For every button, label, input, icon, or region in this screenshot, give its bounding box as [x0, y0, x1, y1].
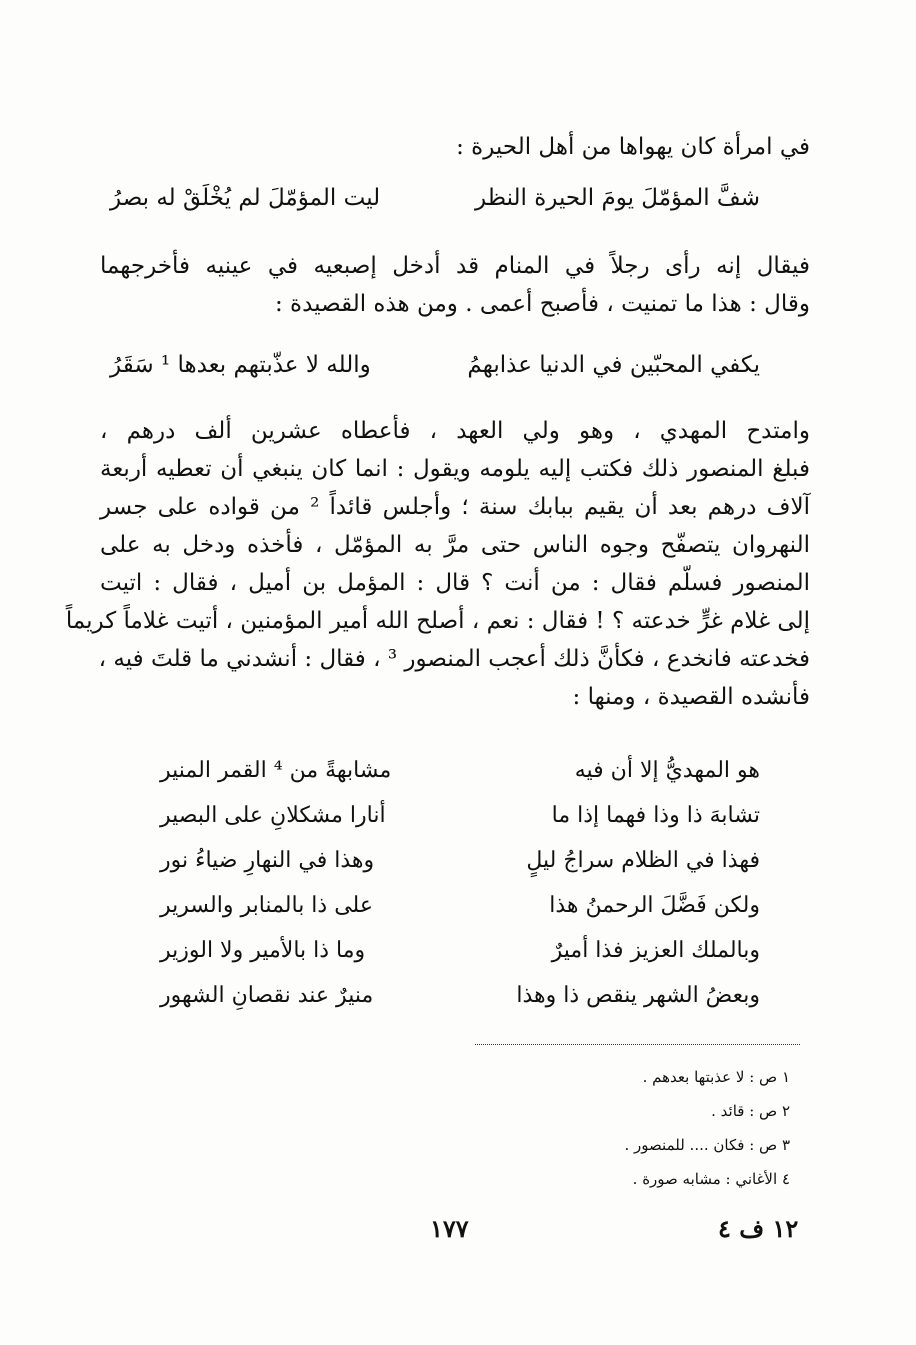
verse-hemistich-right: هو المهديُّ إلا أن فيه — [574, 758, 760, 783]
paragraph-2 — [65, 412, 810, 716]
verse-hemistich-right: شفَّ المؤمّلَ يومَ الحيرة النظر — [475, 185, 760, 211]
verse-hemistich-right: يكفي المحبّين في الدنيا عذابهمُ — [467, 352, 760, 378]
poem-verse — [160, 883, 760, 928]
text-line: في امرأة كان يهواها من أهل الحيرة : — [456, 134, 810, 160]
text-line: آلاف درهم بعد أن يقيم ببابك سنة ؛ وأجلس قائداً ² من قواده على جسر — [100, 494, 810, 520]
footnote-divider — [475, 1044, 800, 1045]
text-line: فأنشده القصيدة ، ومنها : — [572, 684, 810, 710]
verse-1 — [110, 178, 760, 218]
verse-hemistich-left: والله لا عذّبتهم بعدها ¹ سَقَرُ — [110, 352, 371, 378]
text-line: إلى غلام غرٍّ خدعته ؟ ! فقال : نعم ، أصلح الله أمير المؤمنين ، أتيت غلاماً كريماً — [65, 608, 810, 634]
verse-hemistich-left: وما ذا بالأمير ولا الوزير — [160, 938, 366, 963]
intro-line — [100, 128, 810, 166]
verse-hemistich-right: فهذا في الظلام سراجُ ليلٍ — [526, 848, 760, 873]
verse-hemistich-right: تشابهَ ذا وذا فهما إذا ما — [551, 803, 760, 828]
text-line: فخدعته فانخدع ، فكأنَّ ذلك أعجب المنصور ³ ، فقال : أنشدني ما قلتَ فيه ، — [98, 646, 810, 672]
verse-hemistich-left: أنارا مشكلانِ على البصير — [160, 803, 386, 828]
text-line: وقال : هذا ما تمنيت ، فأصبح أعمى . ومن هذه القصيدة : — [275, 291, 810, 317]
footnote: ٣ ص : فكان .... للمنصور . — [624, 1136, 790, 1154]
verse-2 — [110, 345, 760, 385]
footnotes — [520, 1060, 790, 1196]
text-line: فبلغ المنصور ذلك فكتب إليه يلومه ويقول : انما كان ينبغي أن تعطيه أربعة — [100, 456, 810, 482]
footnote: ٢ ص : قائد . — [711, 1102, 790, 1120]
verse-hemistich-right: وبالملك العزيز فذا أميرٌ — [551, 938, 760, 963]
text-line: النهروان يتصفّح وجوه الناس حتى مرَّ به المؤمّل ، فأخذه ودخل به على — [100, 532, 810, 558]
verse-hemistich-left: مشابهةً من ⁴ القمر المنير — [160, 758, 392, 783]
text-line: وامتدح المهدي ، وهو ولي العهد ، فأعطاه عشرين ألف درهم ، — [100, 418, 810, 444]
poem-verse — [160, 928, 760, 973]
poem-verse — [160, 748, 760, 793]
verse-hemistich-left: منيرٌ عند نقصانِ الشهور — [160, 983, 374, 1008]
verse-hemistich-right: وبعضُ الشهر ينقص ذا وهذا — [516, 983, 760, 1008]
verse-hemistich-right: ولكن فَضَّلَ الرحمنُ هذا — [549, 893, 760, 918]
verse-hemistich-left: على ذا بالمنابر والسرير — [160, 893, 373, 918]
poem-verse — [160, 793, 760, 838]
verse-hemistich-left: ليت المؤمّلَ لم يُخْلَقْ له بصرُ — [110, 185, 381, 211]
text-line: المنصور فسلّم فقال : من أنت ؟ قال : المؤمل بن أميل ، فقال : اتيت — [100, 570, 810, 596]
poem — [160, 748, 760, 1018]
verse-hemistich-left: وهذا في النهارِ ضياءُ نور — [160, 848, 375, 873]
paragraph-1 — [100, 247, 810, 323]
footnote: ١ ص : لا عذبتها بعدهم . — [642, 1068, 790, 1086]
page-number: ١٧٧ — [430, 1214, 469, 1243]
text-line: فيقال إنه رأى رجلاً في المنام قد أدخل إصبعيه في عينيه فأخرجهما — [100, 253, 810, 279]
footnote: ٤ الأغاني : مشابه صورة . — [632, 1170, 790, 1188]
printer-signature: ١٢ ف ٤ — [718, 1214, 799, 1243]
poem-verse — [160, 838, 760, 883]
poem-verse — [160, 973, 760, 1018]
